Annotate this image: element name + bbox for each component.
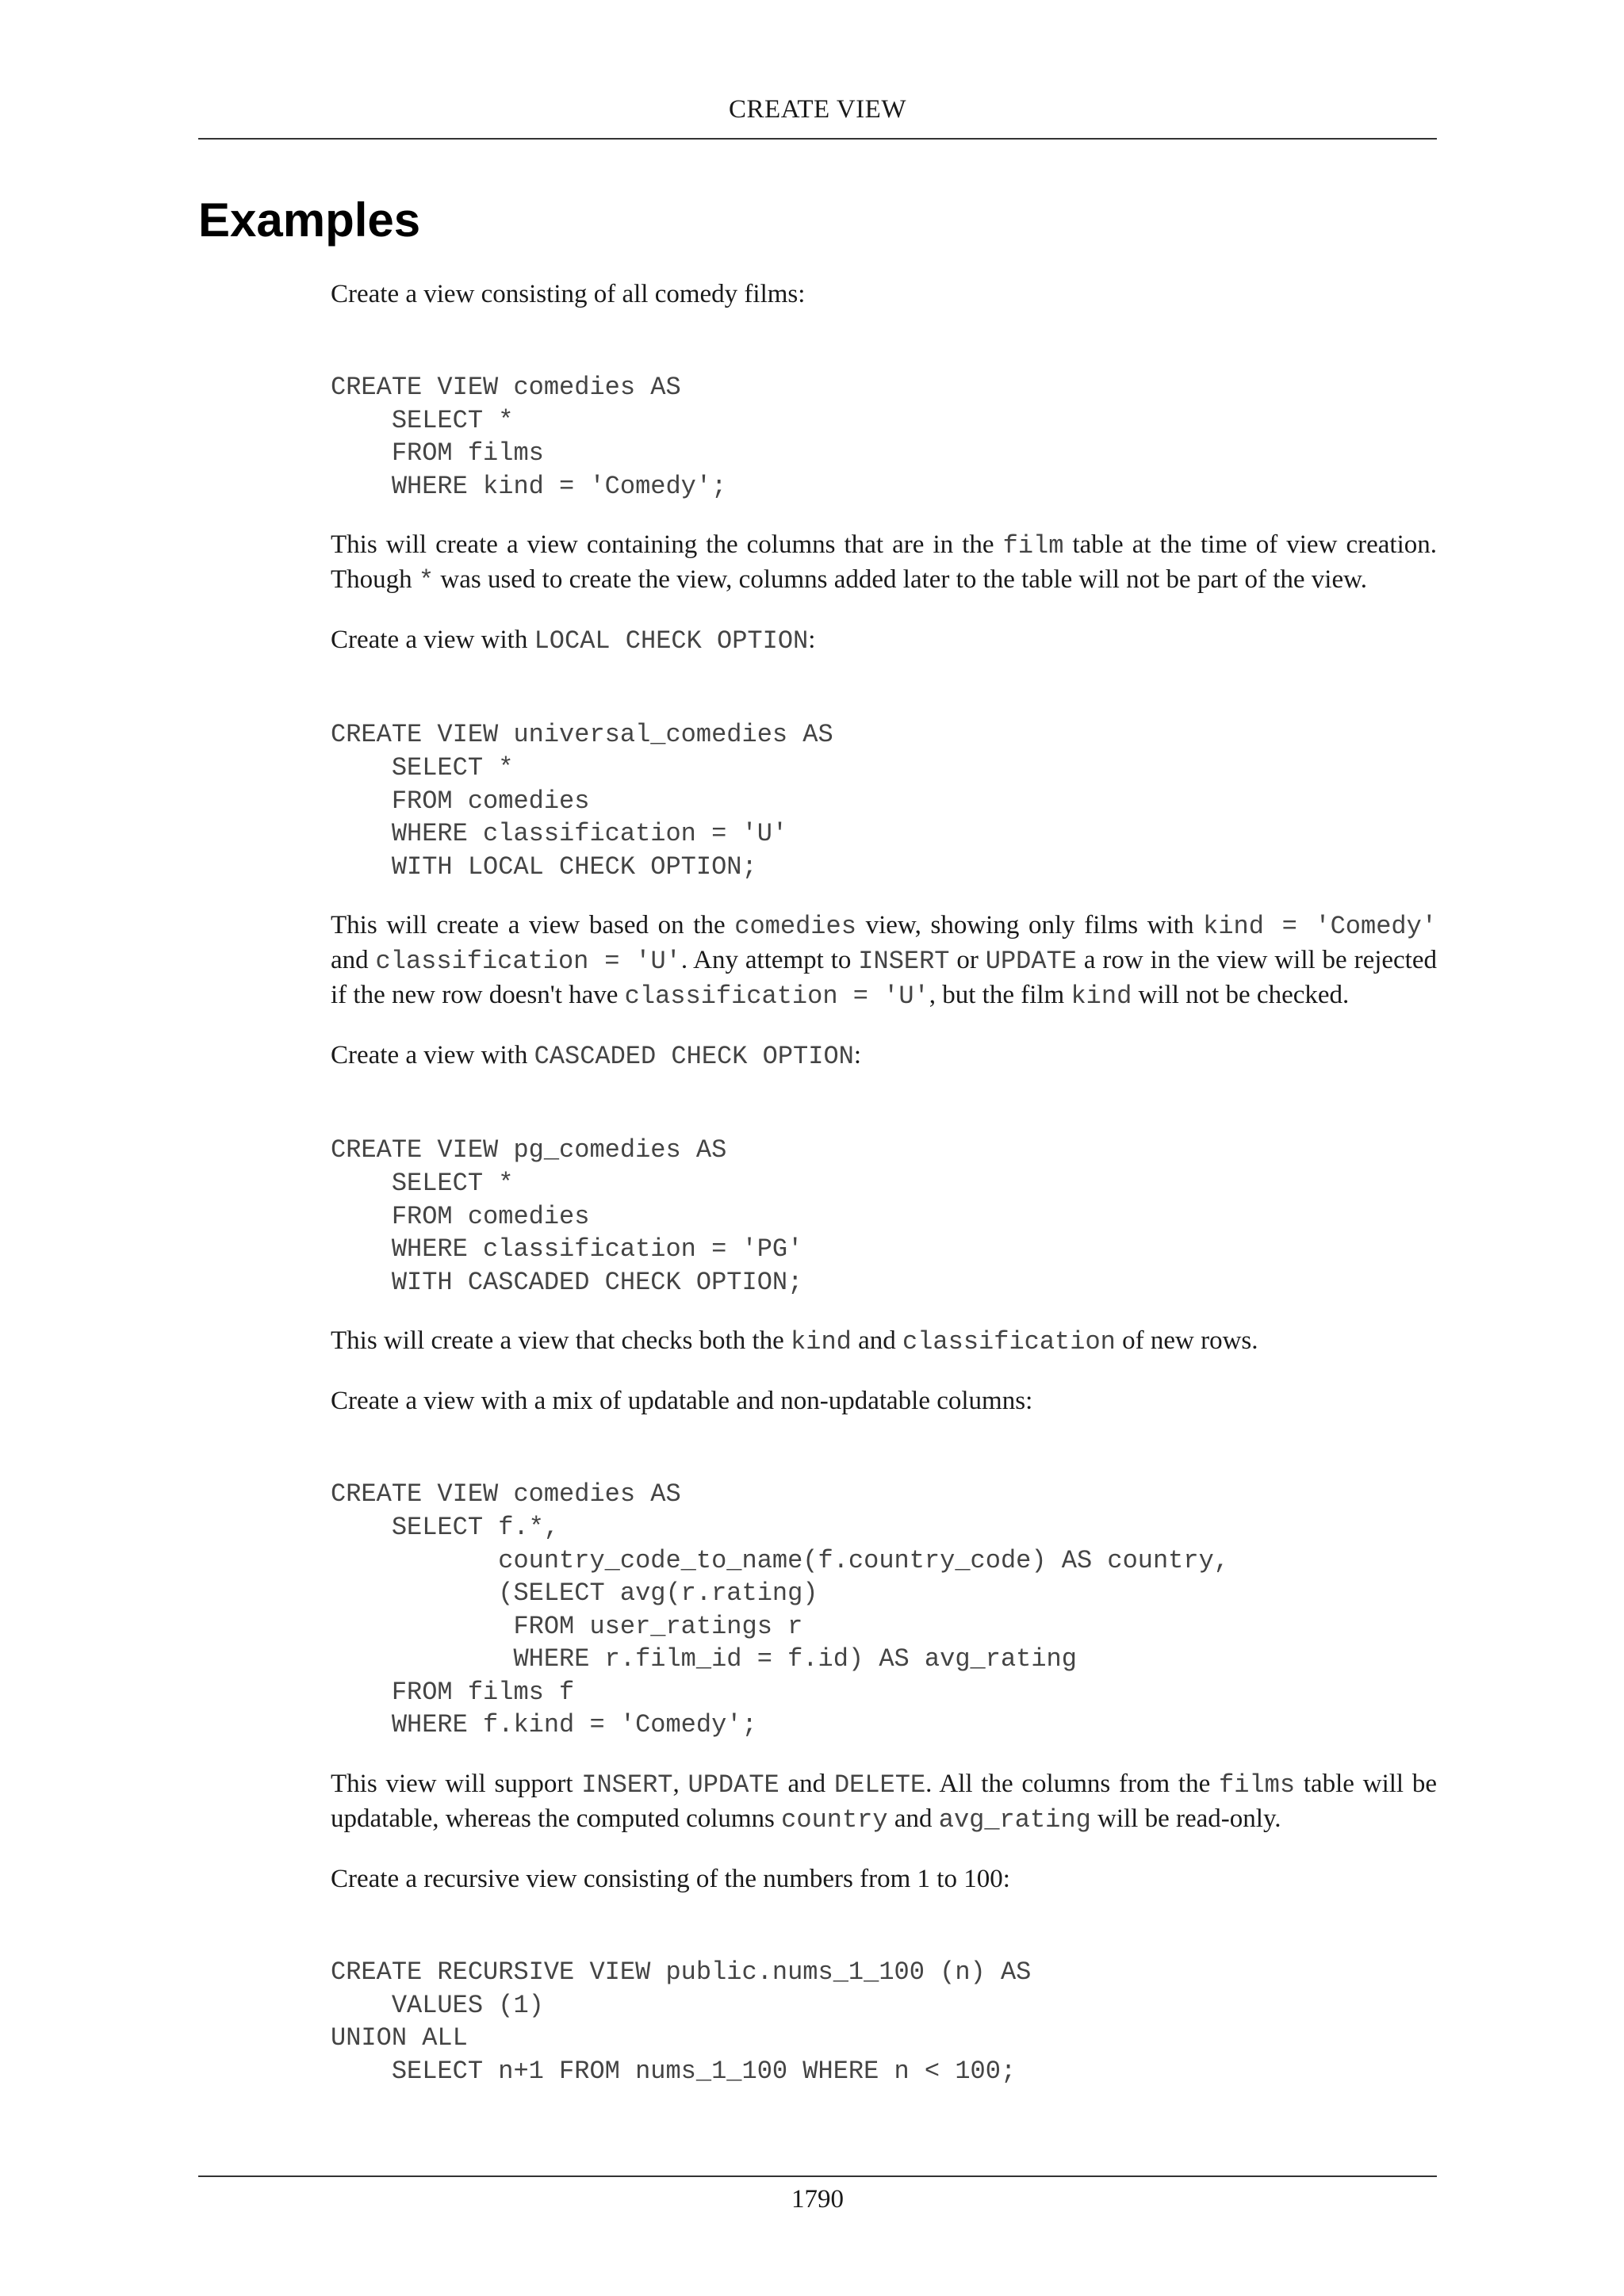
paragraph-local-check-explanation: This will create a view based on the comedies view, showing only films with kind = 'Comedy' and classification = 'U'. Any attempt to INSERT or UPDATE a row in the view will be rejected if the new row doesn't have classification = 'U', but the film kind will not be checked. — [331, 911, 1438, 1012]
code-example-recursive-view: CREATE RECURSIVE VIEW public.nums_1_100 (n) AS VALUES (1) UNION ALL SELECT n+1 FROM nums_1_100 WHERE n < 100; — [331, 1957, 1032, 2086]
paragraph-recursive-intro: Create a recursive view consisting of the numbers from 1 to 100: — [331, 1865, 1010, 1894]
paragraph-columns-note: This will create a view containing the columns that are in the film table at the time of view creation. Though * was used to create the view, columns added later to the table will not be part of the view. — [331, 530, 1437, 596]
inline-code: country — [781, 1805, 888, 1835]
inline-code: avg_rating — [938, 1805, 1091, 1835]
paragraph-cascaded-check-explanation: This will create a view that checks both the kind and classification of new rows. — [331, 1326, 1258, 1357]
inline-code: UPDATE — [985, 947, 1077, 977]
page-footer — [198, 2175, 1437, 2215]
running-title: CREATE VIEW — [729, 95, 906, 124]
inline-code: UPDATE — [688, 1770, 779, 1800]
inline-code: INSERT — [858, 947, 950, 977]
paragraph-intro-comedy: Create a view consisting of all comedy films: — [331, 280, 806, 308]
inline-code: kind — [1071, 982, 1132, 1012]
code-example-universal-comedies: CREATE VIEW universal_comedies AS SELECT * FROM comedies WHERE classification = 'U' WITH LOCAL CHECK OPTION; — [331, 720, 833, 882]
inline-code: films — [1219, 1770, 1296, 1800]
inline-code: comedies — [734, 912, 856, 942]
inline-code: kind = 'Comedy' — [1203, 912, 1438, 942]
page-content — [331, 277, 1437, 2087]
inline-code: classification — [902, 1327, 1116, 1357]
code-example-mixed-columns: CREATE VIEW comedies AS SELECT f.*, country_code_to_name(f.country_code) AS country, (SELECT avg(r.rating) FROM user_ratings r WHERE r.film_id = f.id) AS avg_rating FROM films f WHERE f.kind = 'Comedy'; — [331, 1479, 1229, 1740]
section-heading: Examples — [198, 193, 421, 247]
paragraph-mixed-columns-explanation: This view will support INSERT, UPDATE and DELETE. All the columns from the films table will be updatable, whereas the computed columns country and avg_rating will be read-only. — [331, 1770, 1437, 1835]
inline-code: LOCAL CHECK OPTION — [534, 626, 809, 656]
inline-code: * — [418, 566, 435, 596]
paragraph-mixed-columns-intro: Create a view with a mix of updatable and non-updatable columns: — [331, 1387, 1033, 1416]
inline-code: classification = 'U' — [375, 947, 681, 977]
inline-code: DELETE — [833, 1770, 926, 1800]
paragraph-cascaded-check-intro: Create a view with CASCADED CHECK OPTION: — [331, 1041, 862, 1072]
inline-code: CASCADED CHECK OPTION — [534, 1042, 854, 1072]
inline-code: classification = 'U' — [624, 982, 929, 1012]
inline-code: film — [1002, 531, 1064, 561]
page-number: 1790 — [791, 2185, 844, 2214]
paragraph-local-check-intro: Create a view with LOCAL CHECK OPTION: — [331, 626, 816, 656]
code-example-comedies: CREATE VIEW comedies AS SELECT * FROM films WHERE kind = 'Comedy'; — [331, 373, 727, 501]
page-header — [198, 94, 1437, 140]
inline-code: kind — [791, 1327, 852, 1357]
code-example-pg-comedies: CREATE VIEW pg_comedies AS SELECT * FROM comedies WHERE classification = 'PG' WITH CASCADED CHECK OPTION; — [331, 1135, 803, 1297]
inline-code: INSERT — [581, 1770, 673, 1800]
